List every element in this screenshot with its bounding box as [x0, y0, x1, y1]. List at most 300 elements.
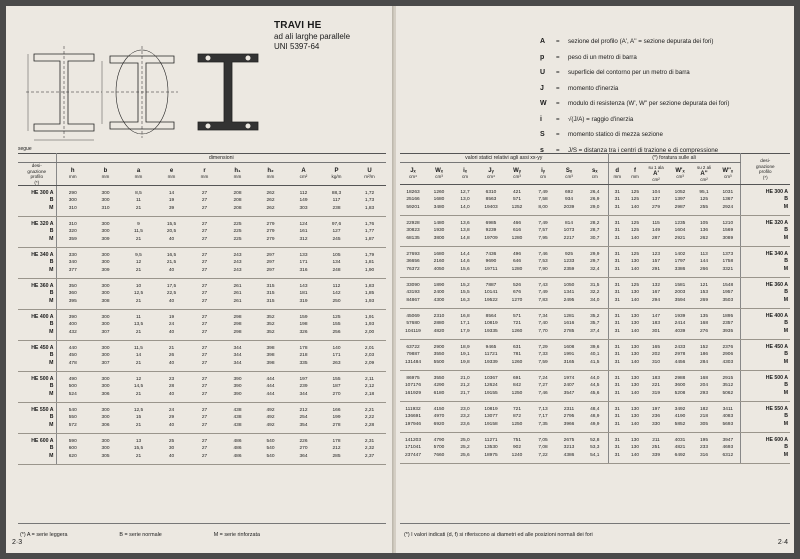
table-cell	[188, 248, 221, 279]
cell-value: 13077	[484, 414, 498, 420]
cell-value: 3321	[722, 266, 734, 272]
designation-line: HE 320 A	[31, 220, 54, 227]
table-cell	[692, 371, 716, 402]
column-unit: cm	[539, 173, 547, 179]
cell-value: 40	[168, 298, 175, 304]
table-row	[18, 248, 386, 279]
cell-value: 571	[512, 197, 521, 203]
table-cell	[692, 247, 716, 278]
designation-line: M	[783, 389, 789, 396]
page-title: TRAVI HE	[274, 20, 322, 31]
cell-value: 27	[201, 205, 208, 211]
table-cell	[608, 278, 626, 309]
cell-value: 354	[299, 422, 308, 428]
table-cell	[716, 185, 740, 216]
cell-value: 13530	[484, 445, 498, 451]
column-unit: mm	[134, 174, 143, 179]
cell-value: 7,49	[538, 220, 548, 226]
column-unit: mm	[233, 174, 242, 179]
cell-value: 1,73	[364, 198, 375, 204]
table-cell	[556, 433, 582, 464]
designation-line: HE 340 A	[765, 250, 789, 257]
cell-value: 3480	[433, 204, 445, 210]
cell-value: 496	[512, 251, 521, 257]
cell-value: 7,43	[538, 282, 548, 288]
cell-value: 198	[299, 322, 308, 328]
cell-value: 40	[168, 329, 175, 335]
cell-value: 12,7	[460, 189, 470, 195]
table-cell	[504, 309, 530, 340]
column-header	[556, 163, 582, 185]
cell-value: 31	[614, 383, 620, 389]
cell-value: 279	[266, 229, 275, 235]
cell-value: 390	[233, 384, 242, 390]
table-cell	[452, 340, 478, 371]
cell-value: 7,35	[538, 421, 548, 427]
cell-value: 2,28	[364, 422, 375, 428]
cell-value: 248	[332, 267, 341, 273]
cell-value: 14,8	[460, 235, 470, 241]
table-cell	[221, 341, 254, 372]
cell-value: 1581	[674, 282, 686, 288]
cell-value: 136	[700, 228, 709, 234]
designation-line: HE 450 A	[765, 343, 789, 350]
table-cell	[320, 372, 353, 403]
profile-name: HE 550	[31, 406, 49, 413]
table-row	[18, 434, 386, 465]
cell-value: 68135	[406, 235, 420, 241]
table-cell	[353, 279, 386, 310]
cell-value: 1,87	[364, 236, 375, 242]
designation-line: M	[49, 421, 54, 428]
cell-value: 195	[700, 437, 709, 443]
cell-value: 5700	[433, 445, 445, 451]
table-cell	[221, 372, 254, 403]
cell-value: 105	[332, 252, 341, 258]
cell-value: 130	[631, 352, 640, 358]
cell-value: 7,46	[538, 390, 548, 396]
cell-value: 902	[512, 445, 521, 451]
designation-line: B	[784, 227, 789, 234]
cell-value: 276	[700, 328, 709, 334]
table-cell	[89, 248, 122, 279]
profile-designation	[18, 372, 56, 403]
table-cell	[89, 403, 122, 434]
cell-value: 2003	[674, 290, 686, 296]
cell-value: 326	[299, 329, 308, 335]
table-cell	[254, 341, 287, 372]
cell-value: 12,5	[133, 291, 144, 297]
cell-value: 270	[299, 446, 308, 452]
table-cell	[400, 216, 426, 247]
table-cell	[478, 185, 504, 216]
profile-name: HE 300	[765, 188, 784, 195]
profile-designation	[18, 279, 56, 310]
cell-value: 256	[332, 329, 341, 335]
table-cell	[504, 402, 530, 433]
cell-value: 31	[614, 375, 620, 381]
cell-value: 359	[68, 236, 77, 242]
table-cell	[221, 217, 254, 248]
table-cell	[644, 216, 668, 247]
cell-value: 12	[135, 260, 142, 266]
legend-symbol: p	[540, 53, 545, 61]
cell-value: 1,81	[364, 260, 375, 266]
cell-value: 204	[700, 383, 709, 389]
cell-value: 7,29	[538, 344, 548, 350]
cell-value: 48,9	[590, 414, 600, 420]
cell-value: 28	[168, 384, 175, 390]
cell-value: 8,00	[538, 204, 548, 210]
cell-value: 35,2	[590, 313, 600, 319]
profile-designation	[18, 248, 56, 279]
table-row	[400, 216, 790, 247]
table-cell	[504, 340, 530, 371]
cell-value: 6312	[722, 452, 734, 458]
table-cell	[400, 309, 426, 340]
cell-value: 147	[652, 313, 661, 319]
cell-value: 344	[233, 345, 242, 351]
cell-value: 330	[68, 252, 77, 258]
cell-value: 934	[564, 197, 573, 203]
desig-header-blank	[18, 154, 56, 163]
desig-header-line: desi-	[31, 163, 42, 168]
cell-value: 2,37	[364, 453, 375, 459]
cell-value: 53,3	[590, 445, 600, 451]
profile-designation	[740, 402, 790, 433]
cell-value: 2,31	[364, 438, 375, 444]
table-cell	[254, 186, 287, 217]
table-row	[18, 186, 386, 217]
table-cell	[716, 309, 740, 340]
cell-value: 1281	[563, 313, 575, 319]
legend-symbol: i	[540, 115, 542, 123]
cell-value: 269	[700, 297, 709, 303]
cell-value: 88,3	[331, 190, 342, 196]
footnote-series-b: B = serie normale	[119, 532, 162, 538]
cell-value: 540	[266, 446, 275, 452]
footnote-series-m: M = serie rinforzata	[213, 532, 260, 538]
table-cell	[626, 309, 644, 340]
cell-value: 297	[266, 260, 275, 266]
table-cell	[426, 402, 452, 433]
table-cell	[582, 309, 608, 340]
table-cell	[582, 371, 608, 402]
table-cell	[287, 310, 320, 341]
cell-value: 2357	[722, 321, 734, 327]
legend-text: √(J/A) = raggio d'inerzia	[568, 115, 634, 123]
cell-value: 2217	[563, 235, 575, 241]
cell-value: 590	[68, 438, 77, 444]
table-cell	[287, 186, 320, 217]
cell-value: 21	[135, 391, 142, 397]
group-header-static: valori statici relativi agli assi xx-yy	[400, 154, 608, 163]
cell-value: 16,3	[460, 297, 470, 303]
table-cell	[668, 247, 692, 278]
cell-value: 1052	[674, 189, 686, 195]
cell-value: 125	[631, 282, 640, 288]
table-cell	[353, 217, 386, 248]
table-cell	[155, 310, 188, 341]
cell-value: 233	[700, 445, 709, 451]
cell-value: 21	[168, 345, 175, 351]
table-cell	[287, 434, 320, 465]
cell-value: 166	[332, 407, 341, 413]
cell-value: 1,93	[364, 298, 375, 304]
cell-value: 316	[700, 452, 709, 458]
cell-value: 3492	[674, 406, 686, 412]
dimensions-table	[18, 153, 386, 465]
cell-value: 95,1	[699, 189, 709, 195]
cell-value: 31	[614, 297, 620, 303]
table-cell	[582, 433, 608, 464]
table-cell	[188, 372, 221, 403]
cell-value: 117	[332, 198, 341, 204]
cell-value: 297	[266, 252, 275, 258]
cell-value: 486	[233, 446, 242, 452]
cell-value: 29,7	[590, 259, 600, 265]
column-header	[287, 163, 320, 186]
table-row	[400, 185, 790, 216]
cell-value: 7,24	[538, 375, 548, 381]
cell-value: 23,2	[460, 414, 470, 420]
designation-line: B	[784, 289, 789, 296]
cell-value: 7,46	[538, 251, 548, 257]
column-header	[353, 163, 386, 186]
legend-row	[540, 96, 790, 112]
table-cell	[89, 341, 122, 372]
cell-value: 300	[101, 353, 110, 359]
cell-value: 5852	[674, 421, 686, 427]
desig-header-right	[740, 154, 790, 185]
cell-value: 2495	[563, 297, 575, 303]
cell-value: 19711	[484, 266, 498, 272]
designation-line: HE 400 A	[765, 312, 789, 319]
cell-value: 40	[168, 453, 175, 459]
cell-value: 1680	[433, 197, 445, 203]
cell-value: 3935	[722, 328, 734, 334]
table-cell	[287, 341, 320, 372]
table-cell	[122, 310, 155, 341]
table-cell	[188, 434, 221, 465]
cell-value: 4821	[674, 445, 686, 451]
cell-value: 2921	[674, 235, 686, 241]
table-cell	[188, 310, 221, 341]
cell-value: 202	[652, 352, 661, 358]
cell-value: 21,5	[166, 260, 177, 266]
cell-value: 19	[168, 314, 175, 320]
profile-designation	[18, 341, 56, 372]
cell-value: 15,6	[460, 266, 470, 272]
column-symbol: iₓ	[463, 167, 467, 174]
cell-value: 11271	[484, 437, 498, 443]
cell-value: 19,8	[460, 359, 470, 365]
legend-row	[540, 65, 790, 81]
legend-equals: =	[556, 84, 560, 92]
cell-value: 27	[201, 221, 208, 227]
table-cell	[626, 371, 644, 402]
legend-equals: =	[556, 69, 560, 76]
designation-line: B	[49, 383, 54, 390]
cell-value: 432	[68, 329, 77, 335]
cell-value: 306	[101, 391, 110, 397]
cell-value: 3550	[433, 352, 445, 358]
cell-value: 4150	[433, 406, 445, 412]
column-header	[155, 163, 188, 186]
cell-value: 1,90	[364, 267, 375, 273]
table-cell	[89, 372, 122, 403]
table-cell	[668, 216, 692, 247]
table-cell	[478, 309, 504, 340]
table-cell	[716, 278, 740, 309]
cell-value: 7436	[485, 251, 497, 257]
table-cell	[452, 433, 478, 464]
cell-value: 2978	[674, 352, 686, 358]
cell-value: 15,5	[133, 446, 144, 452]
cell-value: 319	[652, 390, 661, 396]
cell-value: 15,2	[460, 282, 470, 288]
cell-value: 199	[332, 415, 341, 421]
table-cell	[353, 434, 386, 465]
cell-value: 14	[168, 190, 175, 196]
cell-value: 113	[700, 251, 708, 257]
cell-value: 490	[68, 376, 77, 382]
cell-value: 1,91	[364, 314, 375, 320]
cell-value: 41,5	[590, 359, 600, 365]
cell-value: 4456	[674, 359, 686, 365]
cell-value: 2900	[433, 344, 445, 350]
cell-value: 330	[652, 421, 661, 427]
cell-value: 5208	[674, 390, 686, 396]
cell-value: 27	[201, 360, 208, 366]
cell-value: 315	[266, 291, 275, 297]
designation-line: B	[49, 290, 54, 297]
table-cell	[608, 433, 626, 464]
column-symbol: f	[634, 167, 637, 174]
cell-value: 7,53	[538, 259, 548, 265]
cell-value: 31	[614, 344, 620, 350]
cell-value: 31	[614, 437, 620, 443]
profile-designation	[740, 340, 790, 371]
table-cell	[155, 341, 188, 372]
cell-value: 2,21	[364, 407, 375, 413]
table-cell	[716, 216, 740, 247]
cell-value: 300	[101, 345, 110, 351]
cell-value: 27	[201, 353, 208, 359]
designation-line: M	[783, 296, 789, 303]
cell-value: 7,33	[538, 352, 548, 358]
table-cell	[353, 341, 386, 372]
table-cell	[254, 372, 287, 403]
cell-value: 781	[512, 352, 521, 358]
cell-value: 2785	[563, 328, 575, 334]
cell-value: 3165	[563, 359, 575, 365]
cell-value: 3503	[722, 297, 734, 303]
table-cell	[452, 309, 478, 340]
cell-value: 63722	[406, 344, 420, 350]
desig-header-line: (*)	[762, 174, 768, 180]
cell-value: 25166	[406, 197, 420, 203]
cell-value: 130	[631, 437, 640, 443]
designation-line: HE 360 A	[31, 282, 54, 289]
cell-value: 7,49	[538, 189, 548, 195]
cell-value: 7,70	[538, 328, 548, 334]
continued-label: segue	[18, 146, 32, 152]
cell-value: 238	[332, 205, 341, 211]
cell-value: 3600	[674, 383, 686, 389]
cell-value: 8,5	[135, 190, 142, 196]
cell-value: 1260	[511, 359, 523, 365]
cell-value: 211	[652, 437, 660, 443]
cell-value: 2,00	[364, 329, 375, 335]
cell-value: 340	[68, 260, 77, 266]
designation-line: M	[49, 328, 54, 335]
cell-value: 8564	[485, 313, 497, 319]
designation-line: HE 360 A	[765, 281, 789, 288]
cell-value: 27	[201, 322, 208, 328]
cell-value: 178	[299, 345, 308, 351]
cell-value: 2310	[433, 313, 445, 319]
table-cell	[608, 402, 626, 433]
cell-value: 300	[101, 314, 110, 320]
cell-value: 7,90	[538, 266, 548, 272]
cell-value: 182	[700, 406, 709, 412]
profile-name: HE 400	[765, 312, 784, 319]
table-cell	[452, 402, 478, 433]
table-cell	[692, 278, 716, 309]
table-cell	[626, 340, 644, 371]
cell-value: 692	[564, 189, 573, 195]
column-unit: cm	[461, 173, 469, 179]
table-cell	[478, 278, 504, 309]
cell-value: 27	[201, 283, 208, 289]
cell-value: 398	[266, 360, 275, 366]
cell-value: 43193	[406, 290, 420, 296]
cell-value: 307	[101, 360, 110, 366]
profile-designation	[18, 403, 56, 434]
cell-value: 27	[201, 415, 208, 421]
cell-value: 8563	[485, 197, 497, 203]
cell-value: 293	[700, 390, 709, 396]
cell-value: 300	[68, 198, 77, 204]
cell-value: 21	[135, 329, 142, 335]
cell-value: 27	[201, 345, 208, 351]
cell-value: 19	[168, 198, 175, 204]
designation-line: B	[49, 352, 54, 359]
column-header	[582, 163, 608, 185]
column-unit: m²/m	[364, 174, 375, 179]
cell-value: 4820	[433, 328, 445, 334]
cell-value: 84867	[406, 297, 420, 303]
table-cell	[692, 402, 716, 433]
cell-value: 676	[512, 290, 521, 296]
table-cell	[668, 185, 692, 216]
legend-symbol: J	[540, 84, 544, 92]
cell-value: 4039	[674, 328, 686, 334]
cell-value: 32,4	[590, 266, 600, 272]
cell-value: 9239	[485, 228, 497, 234]
cell-value: 29,0	[590, 204, 600, 210]
table-row	[400, 371, 790, 402]
table-cell	[530, 371, 556, 402]
table-cell	[668, 371, 692, 402]
table-cell	[287, 372, 320, 403]
cell-value: 308	[101, 298, 110, 304]
cell-value: 1,83	[364, 205, 375, 211]
cell-value: 2,01	[364, 345, 375, 351]
cell-value: 486	[233, 438, 242, 444]
cell-value: 344	[233, 353, 242, 359]
